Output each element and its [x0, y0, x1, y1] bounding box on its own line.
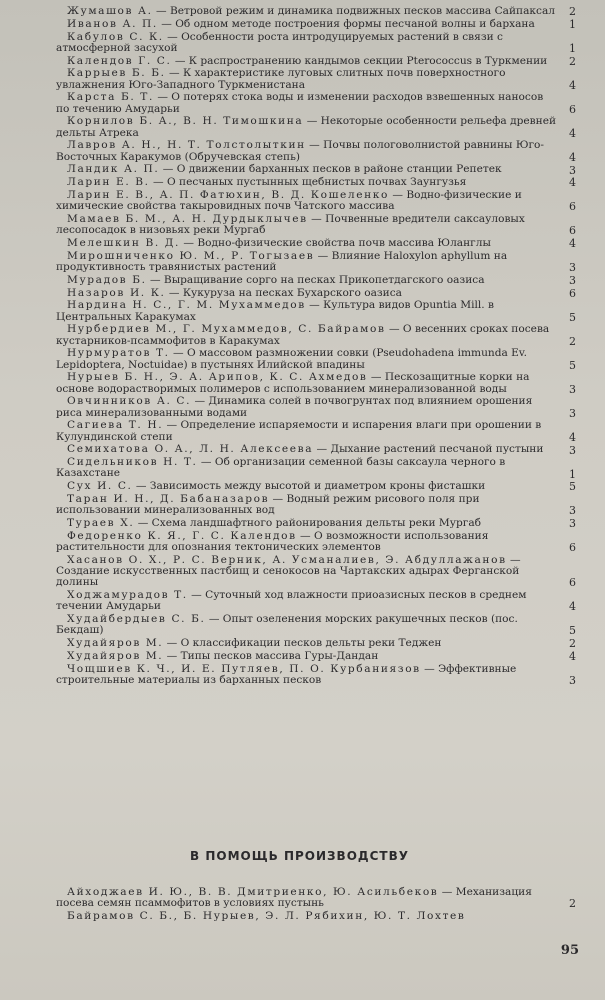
entry-dash: — — [137, 516, 149, 529]
entry-title: Динамика солей в почвогрунтах под влиянием орошения риса минерализованными водами — [56, 395, 533, 419]
entry-title: О весенних сроках посева кустарников-псаммофитов в Каракумах — [56, 323, 550, 347]
entry-title: О массовом размножении совки (Pseudohadena immunda Ev. Lepidoptera, Noctuidae) в пустынях Илийской впадины — [56, 347, 528, 371]
contents-entry — [56, 275, 576, 286]
entry-dash: — — [135, 480, 147, 493]
entry-dash: — — [183, 236, 194, 249]
entry-author: Календов Г. С. — [67, 54, 172, 67]
entry-page: 1 — [569, 18, 576, 31]
contents-list-production — [56, 887, 576, 924]
entry-page: 4 — [569, 126, 576, 140]
entry-author: Назаров И. К. — [67, 286, 166, 299]
entry-dash: — — [166, 649, 178, 662]
entry-dash: — — [168, 67, 180, 80]
contents-entry — [56, 494, 576, 516]
entry-dash: — — [510, 553, 521, 566]
entry-title: Ветровой режим и динамика подвижных песков массива Сайпаксал — [169, 5, 556, 17]
contents-entry — [56, 140, 576, 162]
contents-entry — [56, 6, 576, 17]
entry-title: Влияние Haloxylon aphyllum на продуктивность травянистых растений — [56, 249, 508, 273]
entry-dash: — — [200, 456, 212, 469]
contents-entry — [56, 396, 576, 418]
contents-entry — [56, 92, 576, 114]
entry-title: О возможности использования растительности для опознания тектонических элементов — [56, 529, 489, 553]
contents-entry — [56, 481, 576, 492]
entry-page: 3 — [569, 163, 576, 177]
entry-author: Ландик А. П. — [67, 163, 160, 176]
contents-entry — [56, 518, 576, 529]
contents-entry — [56, 911, 576, 922]
entry-title: Суточный ход влажности приоазисных песков в среднем течении Амударьи — [56, 588, 527, 613]
entry-dash: — — [317, 249, 329, 262]
entry-title: Эффективные строительные материалы из барханных песков — [56, 662, 517, 686]
entry-page: 3 — [569, 673, 576, 687]
entry-page: 6 — [569, 541, 576, 555]
entry-author: Нурмуратов Т. — [67, 347, 170, 360]
contents-entry — [56, 590, 576, 612]
entry-title: Кукуруза на песках Бухарского оазиса — [182, 286, 402, 299]
entry-page: 1 — [569, 42, 576, 55]
contents-entry — [56, 555, 576, 589]
entry-dash: — — [161, 17, 172, 30]
entry-author: Ларин Е. В. — [67, 176, 150, 189]
entry-page: 2 — [569, 897, 576, 911]
entry-dash: — — [392, 188, 403, 201]
entry-dash: — — [309, 139, 320, 152]
entry-dash: — — [191, 588, 202, 601]
entry-title: Опыт озеленения морских ракушечных песков (пос. Бекдаш) — [56, 612, 518, 637]
entry-page: 3 — [569, 382, 576, 396]
contents-entry — [56, 68, 576, 90]
entry-page: 5 — [569, 310, 576, 324]
contents-entry — [56, 116, 576, 138]
entry-title: К характеристике луговых слитных почв поверхностного увлажнения Юго-Западного Туркменистана — [56, 67, 506, 91]
entry-page: 5 — [569, 358, 576, 372]
entry-author: Тураев Х. — [67, 516, 135, 529]
entry-author: Семихатова О. А., Л. Н. Алексеева — [67, 443, 314, 456]
entry-author: Нурыев Б. Н., Э. А. Арипов, К. С. Ахмедов — [67, 371, 368, 384]
entry-author: Айходжаев И. Ю., В. В. Дмитриенко, Ю. Асильбеков — [67, 886, 439, 898]
entry-page: 6 — [569, 224, 576, 238]
entry-author: Мамаев Б. М., А. Н. Дурдыклычев — [67, 212, 308, 225]
entry-title: Дыхание растений песчаной пустыни — [330, 443, 544, 456]
entry-author: Чощшиев К. Ч., И. Е. Путляев, П. О. Курбаниязов — [67, 662, 421, 675]
entry-page: 2 — [569, 5, 576, 19]
entry-author: Корнилов Б. А., В. Н. Тимошкина — [67, 115, 304, 128]
entry-page: 4 — [569, 176, 576, 190]
entry-title: Определение испаряемости и испарения влаги при орошении в Кулундинской степи — [56, 419, 542, 443]
entry-author: Сидельников Н. Т. — [67, 456, 198, 469]
contents-entry — [56, 664, 576, 686]
entry-author: Мелешкин В. Д. — [67, 236, 180, 249]
entry-author: Сагиева Т. Н. — [67, 419, 164, 432]
entry-author: Худайяров М. — [67, 649, 164, 662]
contents-entry — [56, 348, 576, 370]
contents-entry — [56, 300, 576, 322]
contents-list — [56, 6, 576, 688]
entry-dash: — — [157, 91, 168, 104]
entry-title: О классификации песков дельты реки Теджен — [180, 636, 442, 649]
entry-author: Федоренко К. Я., Г. С. Календов — [67, 529, 297, 542]
entry-author: Каррыев Б. Б. — [67, 67, 166, 80]
contents-entry — [56, 288, 576, 299]
contents-entry — [56, 214, 576, 236]
entry-dash: — — [162, 163, 174, 176]
entry-title: Создание искусственных пастбищ и сенокосов на Чартакских адырах Ферганской долины — [56, 564, 520, 589]
entry-dash: — — [309, 299, 320, 312]
entry-title: Схема ландшафтного районирования дельты реки Мургаб — [151, 516, 482, 529]
entry-author: Карста Б. Т. — [67, 91, 154, 104]
entry-page: 3 — [569, 517, 576, 531]
entry-title: Некоторые особенности рельефа древней дельты Атрека — [56, 115, 557, 139]
entry-title: К распространению кандымов секции Pterococcus в Туркмении — [188, 54, 548, 67]
entry-page: 6 — [569, 286, 576, 300]
entry-title: Выращивание сорго на песках Прикопетдагского оазиса — [163, 273, 485, 286]
entry-title: Водно-физические свойства почв массива Юланглы — [197, 236, 491, 249]
entry-author: Нурбердиев М., Г. Мухаммедов, С. Байрамов — [67, 323, 386, 336]
entry-title: Механизация посева семян псаммофитов в условиях пустынь — [56, 886, 532, 910]
entry-dash: — — [166, 419, 178, 432]
entry-title: Типы песков массива Гуры-Дандан — [180, 649, 379, 662]
entry-dash: — — [194, 395, 206, 408]
entry-dash: — — [272, 492, 284, 505]
entry-page: 4 — [569, 78, 576, 92]
entry-author: Кабулов С. К. — [67, 30, 164, 43]
entry-title: Водный режим рисового поля при использовании минерализованных вод — [56, 492, 480, 517]
entry-author: Жумашов А. — [67, 5, 153, 17]
contents-entry — [56, 457, 576, 479]
entry-dash: — — [388, 323, 400, 336]
entry-page: 3 — [569, 504, 576, 518]
entry-page: 3 — [569, 273, 576, 287]
entry-page: 2 — [569, 334, 576, 348]
entry-title: Об одном методе построения формы песчаной волны и бархана — [175, 17, 535, 30]
entry-page: 6 — [569, 576, 576, 590]
contents-entry — [56, 32, 576, 54]
contents-entry — [56, 164, 576, 175]
entry-dash: — — [300, 529, 311, 542]
entry-title: О потерях стока воды и изменении расходов взвешенных наносов по течению Амударьи — [56, 91, 544, 115]
entry-dash: — — [370, 371, 382, 384]
entry-author: Мирошниченко Ю. М., Р. Тогызаев — [67, 249, 315, 262]
entry-title: Водно-физические и химические свойства такыровидных почв Чатского массива — [56, 188, 522, 213]
contents-entry — [56, 614, 576, 636]
entry-page: 3 — [569, 261, 576, 275]
section-heading: В ПОМОЩЬ ПРОИЗВОДСТВУ — [190, 849, 409, 863]
entry-dash: — — [306, 115, 318, 128]
entry-author: Худайяров М. — [67, 636, 164, 649]
contents-entry — [56, 887, 576, 909]
entry-page: 5 — [569, 480, 576, 494]
contents-entry — [56, 238, 576, 249]
contents-entry — [56, 651, 576, 662]
entry-page: 4 — [569, 237, 576, 251]
entry-page: 5 — [569, 624, 576, 638]
entry-dash: — — [311, 212, 322, 225]
contents-entry — [56, 638, 576, 649]
entry-dash: — — [167, 30, 178, 43]
contents-entry — [56, 372, 576, 394]
entry-page: 6 — [569, 200, 576, 214]
entry-dash: — — [441, 886, 453, 898]
contents-entry — [56, 56, 576, 67]
entry-dash: — — [153, 176, 164, 189]
entry-dash: — — [149, 273, 161, 286]
contents-entry — [56, 251, 576, 273]
entry-title: Пескозащитные корки на основе водорастворимых полимеров с использованием минерализованной воды — [56, 371, 530, 395]
entry-page: 4 — [569, 649, 576, 663]
entry-page: 1 — [569, 467, 576, 481]
entry-author: Худайбердыев С. Б. — [67, 612, 206, 625]
contents-entry — [56, 420, 576, 442]
entry-page: 4 — [569, 430, 576, 444]
entry-author: Ходжамурадов Т. — [67, 588, 188, 601]
entry-title: Почвенные вредители саксауловых лесопосадок в низовьях реки Мургаб — [56, 212, 525, 237]
entry-author: Таран И. Н., Д. Бабаназаров — [67, 492, 270, 505]
entry-dash: — — [316, 443, 328, 456]
entry-title: Зависимость между высотой и диаметром кроны фисташки — [149, 480, 486, 493]
entry-dash: — — [173, 347, 184, 360]
contents-entry — [56, 177, 576, 188]
entry-author: Байрамов С. Б., Б. Нурыев, Э. Л. Рябихин, Ю. Т. Лохтев — [67, 910, 466, 922]
entry-dash: — — [156, 5, 167, 17]
entry-dash: — — [168, 286, 180, 299]
entry-author: Иванов А. П. — [67, 17, 158, 30]
entry-author: Овчинников А. С. — [67, 395, 192, 408]
entry-title: О движении барханных песков в районе станции Репетек — [176, 163, 502, 176]
contents-entry — [56, 444, 576, 455]
entry-page: 3 — [569, 406, 576, 420]
entry-author: Мурадов Б. — [67, 273, 147, 286]
contents-entry — [56, 19, 576, 30]
entry-title: Об организации семенной базы саксаула черного в Казахстане — [56, 456, 506, 480]
entry-title: Культура видов Opuntia Mill. в Центральных Каракумах — [56, 299, 495, 323]
entry-title: Особенности роста интродуцируемых растений в связи с атмосферной засухой — [56, 30, 503, 54]
entry-dash: — — [208, 612, 220, 625]
entry-author: Сух И. С. — [67, 480, 133, 493]
entry-title: Почвы пологоволнистой равнины Юго-Восточных Каракумов (Обручевская степь) — [56, 139, 544, 163]
entry-page: 4 — [569, 600, 576, 614]
entry-author: Ларин Е. В., А. П. Фатюхин, В. Д. Кошеленко — [67, 188, 389, 201]
entry-page: 2 — [569, 637, 576, 651]
entry-dash: — — [424, 662, 435, 675]
entry-author: Нардина Н. С., Г. М. Мухаммедов — [67, 299, 306, 312]
entry-page: 6 — [569, 102, 576, 116]
page-number: 95 — [560, 943, 579, 958]
contents-entry — [56, 190, 576, 212]
entry-page: 2 — [569, 54, 576, 68]
contents-entry — [56, 531, 576, 553]
entry-title: О песчаных пустынных щебнистых почвах Заунгузья — [167, 176, 467, 189]
entry-dash: — — [166, 636, 178, 649]
entry-page: 4 — [569, 150, 576, 164]
entry-author: Лавров А. Н., Н. Т. Толстолыткин — [67, 139, 306, 152]
entry-author: Хасанов О. Х., Р. С. Верник, А. Усманалиев, Э. Абдуллажанов — [67, 553, 507, 566]
contents-entry — [56, 324, 576, 346]
entry-page: 3 — [569, 443, 576, 457]
entry-dash: — — [174, 54, 186, 67]
